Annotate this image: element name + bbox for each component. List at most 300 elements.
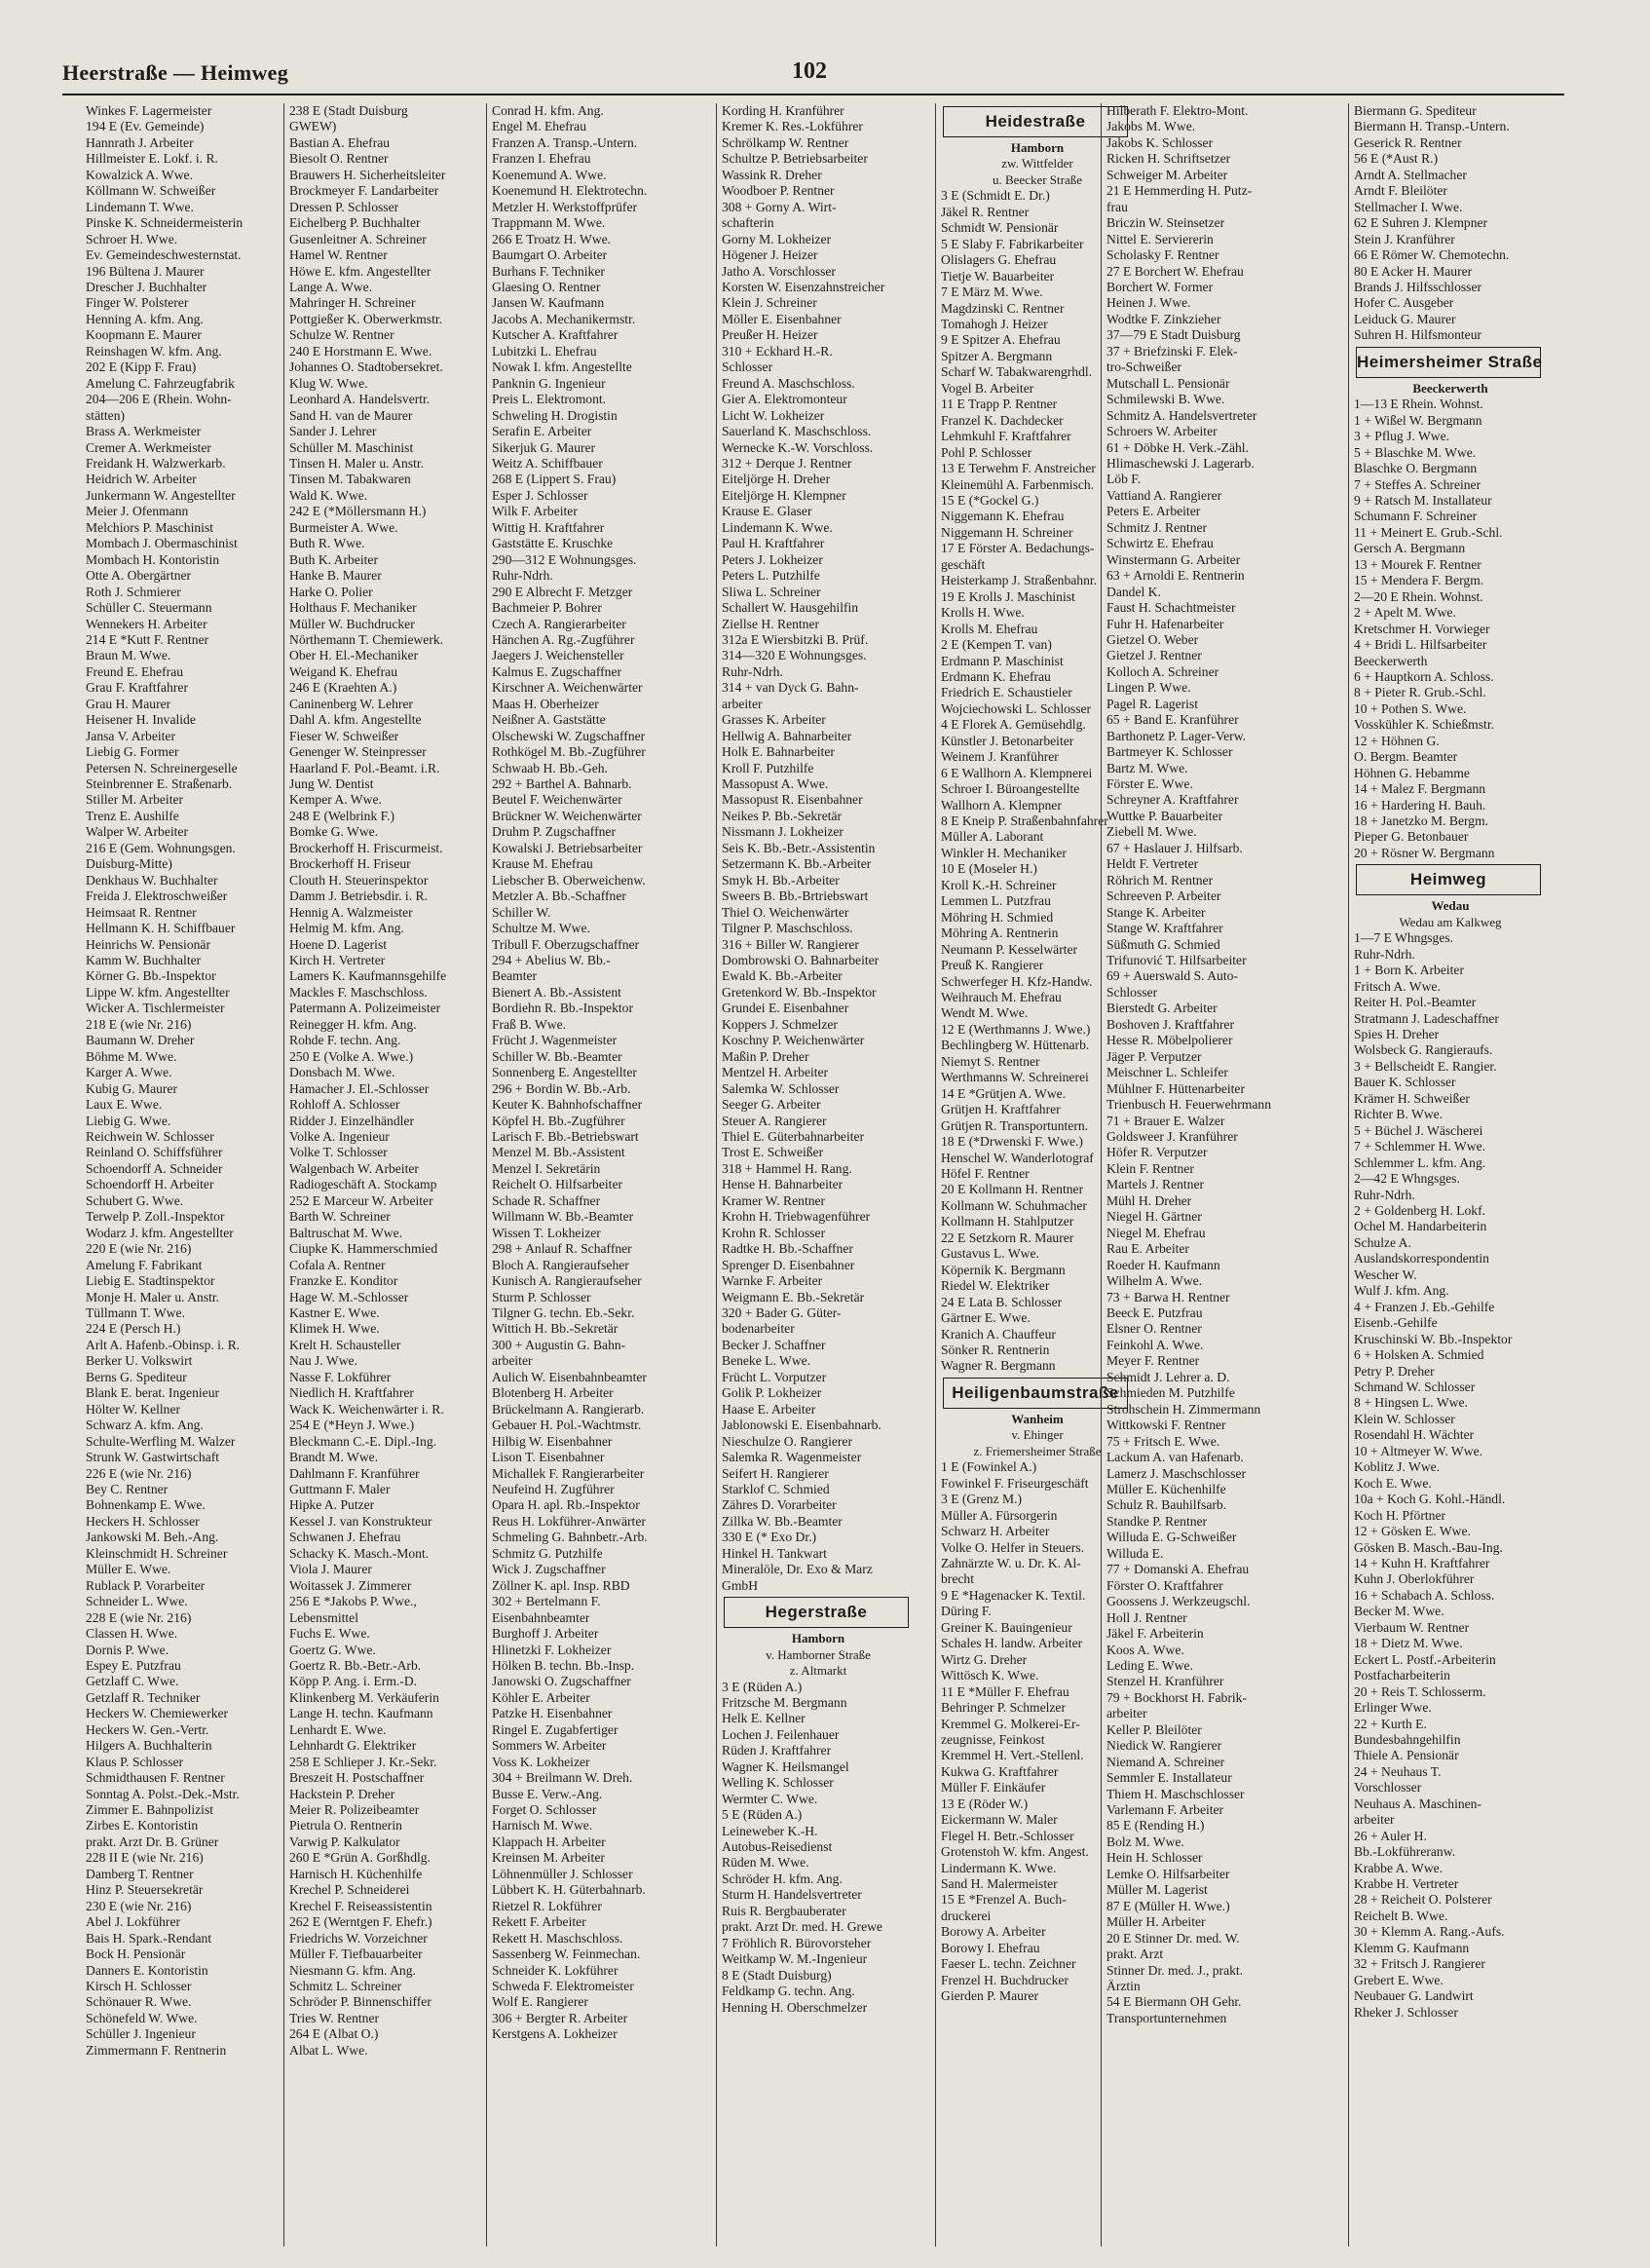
directory-entry: Mackles F. Maschschloss. (289, 984, 428, 1000)
directory-entry: Richter B. Wwe. (1354, 1107, 1444, 1122)
directory-entry: Schmilewski B. Wwe. (1106, 392, 1225, 407)
directory-entry: Hilgers A. Buchhalterin (86, 1738, 212, 1754)
directory-entry: Sturm P. Schlosser (492, 1289, 591, 1304)
directory-entry: Leonhard A. Handelsvertr. (289, 392, 431, 407)
directory-entry: Mineralöle, Dr. Exo & Marz (722, 1562, 873, 1577)
directory-entry: Varlemann F. Arbeiter (1106, 1802, 1224, 1818)
directory-entry: Wolf E. Rangierer (492, 1994, 588, 2010)
directory-entry: 230 E (wie Nr. 216) (86, 1898, 192, 1913)
directory-entry: Möhring H. Schmied (941, 909, 1054, 925)
directory-entry: 15 E (*Gockel G.) (941, 492, 1039, 508)
directory-entry: Transportunternehmen (1106, 2010, 1227, 2025)
directory-entry: Süßmuth G. Schmied (1106, 936, 1220, 952)
directory-entry: Schmitz A. Handelsvertreter (1106, 407, 1257, 423)
directory-entry: Liebig G. Wwe. (86, 1113, 171, 1128)
directory-entry: Schoendorff A. Schneider (86, 1160, 223, 1176)
directory-entry: Scholasky F. Rentner (1106, 247, 1219, 263)
directory-entry: Schmand W. Schlosser (1354, 1379, 1476, 1394)
directory-entry: Schröder P. Binnenschiffer (289, 1994, 431, 2010)
directory-entry: Biesolt O. Rentner (289, 151, 389, 167)
directory-entry: Neikes P. Bb.-Sekretär (722, 808, 843, 823)
directory-entry: Menzel M. Bb.-Assistent (492, 1145, 625, 1160)
directory-entry: Köpfel H. Bb.-Zugführer (492, 1113, 625, 1128)
directory-entry: Schüller M. Maschinist (289, 439, 414, 455)
directory-entry: Kerstgens A. Lokheizer (492, 2026, 618, 2042)
directory-entry: Ziellse H. Rentner (722, 616, 820, 631)
directory-entry: Lange A. Wwe. (289, 279, 373, 294)
directory-entry: Mühlner F. Hüttenarbeiter (1106, 1080, 1245, 1096)
directory-entry: 2—20 E Rhein. Wohnst. (1354, 588, 1483, 604)
directory-entry: 12 + Höhnen G. (1354, 733, 1440, 748)
directory-entry: Wittig H. Kraftfahrer (492, 519, 605, 535)
directory-entry: Krabbe A. Wwe. (1354, 1860, 1444, 1875)
directory-entry: Henschel W. Wanderlotograf (941, 1150, 1094, 1165)
directory-entry: 20 E Kollmann H. Rentner (941, 1182, 1084, 1197)
directory-entry: Schmitz G. Putzhilfe (492, 1545, 603, 1561)
directory-entry: Mombach H. Kontoristin (86, 551, 220, 567)
directory-entry: Grütjen H. Kraftfahrer (941, 1102, 1061, 1117)
directory-entry: 69 + Auerswald S. Auto- (1106, 968, 1238, 984)
directory-entry: Möller E. Eisenbahner (722, 311, 842, 326)
directory-entry: Druhm P. Zugschaffner (492, 824, 616, 840)
directory-entry: Preußer H. Heizer (722, 327, 818, 343)
directory-entry: 246 E (Kraehten A.) (289, 680, 397, 696)
directory-entry: Sprenger D. Eisenbahner (722, 1257, 855, 1272)
directory-entry: Lison T. Eisenbahner (492, 1450, 605, 1465)
directory-entry: Biermann H. Transp.-Untern. (1354, 119, 1510, 134)
directory-entry: Winstermann G. Arbeiter (1106, 551, 1241, 567)
directory-entry: Dandel K. (1106, 584, 1161, 599)
directory-entry: 202 E (Kipp F. Frau) (86, 359, 197, 375)
directory-entry: Licht W. Lokheizer (722, 407, 825, 423)
directory-entry: Niedlich H. Kraftfahrer (289, 1385, 414, 1401)
directory-entry: Geserick R. Rentner (1354, 134, 1462, 150)
directory-entry: 9 + Ratsch M. Installateur (1354, 492, 1492, 508)
directory-entry: Hellwig A. Bahnarbeiter (722, 728, 852, 743)
directory-entry: 9 E *Hagenacker K. Textil. (941, 1587, 1086, 1603)
directory-entry: Getzlaff R. Techniker (86, 1689, 201, 1705)
directory-entry: Müller F. Tiefbauarbeiter (289, 1947, 423, 1962)
directory-entry: Heinrichs W. Pensionär (86, 936, 210, 952)
directory-entry: Hannrath J. Arbeiter (86, 134, 194, 150)
directory-entry: Krohn H. Triebwagenführer (722, 1209, 871, 1225)
directory-entry: Schulz R. Bauhilfsarb. (1106, 1497, 1227, 1513)
directory-entry: 2 E (Kempen T. van) (941, 637, 1052, 653)
directory-entry: 8 + Pieter R. Grub.-Schl. (1354, 685, 1486, 700)
directory-entry: Hamacher J. El.-Schlosser (289, 1080, 430, 1096)
directory-entry: Bachmeier P. Bohrer (492, 600, 602, 616)
directory-entry: 256 E *Jakobs P. Wwe., (289, 1594, 417, 1609)
directory-entry: Heckers H. Schlosser (86, 1513, 200, 1529)
directory-entry: Schultze P. Betriebsarbeiter (722, 151, 868, 167)
street-range: v. Hamborner Straße (766, 1646, 871, 1662)
directory-entry: Reinland O. Schiffsführer (86, 1145, 223, 1160)
directory-entry: Finger W. Polsterer (86, 295, 189, 311)
directory-entry: Kretschmer H. Vorwieger (1354, 621, 1490, 636)
directory-entry: Kleinschmidt H. Schreiner (86, 1545, 228, 1561)
directory-entry: Welling K. Schlosser (722, 1775, 834, 1791)
directory-entry: Friedrich E. Schaustieler (941, 685, 1072, 700)
directory-entry: Getzlaff C. Wwe. (86, 1674, 179, 1689)
directory-entry: Sturm H. Handelsvertreter (722, 1887, 862, 1903)
directory-entry: Willmann W. Bb.-Beamter (492, 1209, 634, 1225)
directory-entry: Meier J. Ofenmann (86, 504, 189, 519)
directory-entry: Ciupke K. Hammerschmied (289, 1241, 438, 1257)
directory-entry: Serafin E. Arbeiter (492, 424, 592, 439)
directory-entry: Zöllner K. apl. Insp. RBD (492, 1577, 630, 1593)
directory-entry: Fraß B. Wwe. (492, 1016, 567, 1032)
directory-entry: Blotenberg H. Arbeiter (492, 1385, 614, 1401)
directory-entry: Spitzer A. Bergmann (941, 348, 1053, 363)
directory-entry: Jung W. Dentist (289, 776, 374, 792)
directory-entry: Mentzel H. Arbeiter (722, 1065, 829, 1080)
directory-entry: Patermann A. Polizeimeister (289, 1001, 441, 1016)
directory-entry: Lemmen L. Putzfrau (941, 893, 1051, 909)
directory-entry: 15 E *Frenzel A. Buch- (941, 1892, 1067, 1908)
directory-entry: Schneider K. Lokführer (492, 1962, 619, 1978)
directory-entry: Postfacharbeiterin (1354, 1668, 1450, 1683)
directory-entry: Barth W. Schreiner (289, 1209, 391, 1225)
directory-entry: 79 + Bockhorst H. Fabrik- (1106, 1689, 1247, 1705)
directory-entry: Ruhr-Ndrh. (1354, 946, 1415, 962)
directory-entry: Seeger G. Arbeiter (722, 1097, 821, 1113)
directory-entry: 2—42 E Whngsges. (1354, 1171, 1460, 1187)
directory-entry: Kleinemühl A. Farbenmisch. (941, 476, 1095, 492)
directory-entry: Caninenberg W. Lehrer (289, 696, 413, 711)
directory-entry: Wodarz J. kfm. Angestellter (86, 1225, 234, 1240)
directory-entry: Förster E. Wwe. (1106, 776, 1193, 792)
directory-entry: Otte A. Obergärtner (86, 568, 192, 584)
directory-entry: Sassenberg W. Feinmechan. (492, 1947, 641, 1962)
directory-entry: 21 E Hemmerding H. Putz- (1106, 183, 1253, 199)
directory-entry: schafterin (722, 215, 774, 231)
directory-entry: Bundesbahngehilfin (1354, 1731, 1461, 1747)
directory-entry: Wuttke P. Bauarbeiter (1106, 808, 1223, 823)
directory-entry: 308 + Gorny A. Wirt- (722, 199, 837, 214)
directory-entry: Brockerhoff H. Friscurmeist. (289, 840, 443, 855)
directory-entry: Gietzel O. Weber (1106, 631, 1199, 647)
directory-entry: 10 + Pothen S. Wwe. (1354, 700, 1467, 716)
directory-entry: Zahnärzte W. u. Dr. K. Al- (941, 1555, 1081, 1570)
directory-entry: Müller A. Fürsorgerin (941, 1507, 1058, 1523)
column-7 (1348, 103, 1547, 2247)
directory-entry: Eckert L. Postf.-Arbeiterin (1354, 1651, 1496, 1667)
directory-entry: Liebscher B. Oberweichenw. (492, 872, 646, 888)
directory-entry: Stiller M. Arbeiter (86, 792, 184, 808)
directory-entry: Hennig A. Walzmeister (289, 904, 413, 920)
directory-entry: 20 + Reis T. Schlosserm. (1354, 1683, 1486, 1699)
directory-entry: 304 + Breilmann W. Dreh. (492, 1770, 633, 1786)
directory-entry: Ev. Gemeindeschwesternstat. (86, 247, 242, 263)
directory-entry: Sand H. Malermeister (941, 1876, 1058, 1892)
directory-entry: Holk E. Bahnarbeiter (722, 744, 835, 760)
directory-entry: Dahlmann F. Kranführer (289, 1465, 420, 1481)
directory-entry: Friedrichs W. Vorzeichner (289, 1930, 428, 1946)
directory-entry: 71 + Brauer E. Walzer (1106, 1113, 1225, 1128)
directory-entry: 20 + Rösner W. Bergmann (1354, 845, 1495, 860)
directory-entry: Kruschinski W. Bb.-Inspektor (1354, 1331, 1513, 1346)
directory-entry: Koenemund A. Wwe. (492, 167, 607, 182)
directory-entry: Janowski O. Zugschaffner (492, 1674, 631, 1689)
directory-entry: Weigand K. Ehefrau (289, 663, 398, 679)
directory-entry: Lemke O. Hilfsarbeiter (1106, 1866, 1230, 1881)
directory-entry: Thiel O. Weichenwärter (722, 904, 849, 920)
directory-entry: Köpernik K. Bergmann (941, 1262, 1066, 1277)
directory-entry: prakt. Arzt Dr. B. Grüner (86, 1833, 219, 1849)
directory-entry: 228 II E (wie Nr. 216) (86, 1850, 204, 1866)
directory-entry: Brockerhoff H. Friseur (289, 856, 411, 872)
directory-entry: Krolls M. Ehefrau (941, 621, 1038, 636)
directory-entry: Lubitzki L. Ehefrau (492, 343, 597, 359)
directory-entry: Bey C. Rentner (86, 1481, 169, 1496)
directory-entry: Wissen T. Lokheizer (492, 1225, 601, 1240)
directory-entry: Kollmann W. Schuhmacher (941, 1197, 1087, 1213)
directory-entry: 65 + Band E. Kranführer (1106, 712, 1239, 728)
directory-entry: 77 + Domanski A. Ehefrau (1106, 1562, 1250, 1577)
directory-entry: Kirschner A. Weichenwärter (492, 680, 643, 696)
directory-entry: 5 E (Rüden A.) (722, 1807, 803, 1823)
directory-entry: Fuchs E. Wwe. (289, 1626, 370, 1642)
directory-entry: Wolsbeck G. Rangieraufs. (1354, 1042, 1493, 1058)
directory-entry: Klein F. Rentner (1106, 1160, 1194, 1176)
directory-entry: Trappmann M. Wwe. (492, 215, 606, 231)
directory-entry: 75 + Fritsch E. Wwe. (1106, 1433, 1220, 1449)
directory-entry: Cremer A. Werkmeister (86, 439, 211, 455)
directory-entry: 296 + Bordin W. Bb.-Arb. (492, 1080, 631, 1096)
directory-entry: 10a + Koch G. Kohl.-Händl. (1354, 1492, 1506, 1507)
directory-entry: Goertz G. Wwe. (289, 1642, 376, 1657)
directory-entry: Behringer P. Schmelzer (941, 1700, 1066, 1716)
directory-entry: Wernecke K.-W. Vorschloss. (722, 439, 874, 455)
directory-entry: 17 E Förster A. Bedachungs- (941, 541, 1095, 556)
directory-entry: Massopust R. Eisenbahner (722, 792, 863, 808)
directory-entry: Höwe E. kfm. Angestellter (289, 263, 431, 279)
directory-entry: Lingen P. Wwe. (1106, 680, 1191, 696)
directory-entry: Tinsen H. Maler u. Anstr. (289, 455, 425, 471)
directory-entry: Wick J. Zugschaffner (492, 1562, 606, 1577)
directory-entry: Semmler E. Installateur (1106, 1770, 1232, 1786)
directory-entry: Niegel H. Gärtner (1106, 1209, 1202, 1225)
directory-entry: Vierbaum W. Rentner (1354, 1619, 1470, 1635)
directory-entry: Leding E. Wwe. (1106, 1657, 1193, 1673)
directory-entry: Gösken B. Masch.-Bau-Ing. (1354, 1539, 1503, 1555)
directory-entry: arbeiter (1354, 1812, 1395, 1828)
district-label: Wedau (1431, 898, 1470, 914)
directory-entry: Lamers K. Kaufmannsgehilfe (289, 968, 447, 984)
directory-entry: Löhnenmüller J. Schlosser (492, 1866, 633, 1881)
directory-entry: Clouth H. Steuerinspektor (289, 872, 429, 888)
directory-entry: geschäft (941, 556, 986, 572)
directory-entry: Holthaus F. Mechaniker (289, 600, 417, 616)
directory-entry: Krohn R. Schlosser (722, 1225, 826, 1240)
directory-entry: Aulich W. Eisenbahnbeamter (492, 1369, 647, 1384)
directory-entry: Bastian A. Ehefrau (289, 134, 391, 150)
directory-entry: Vogel B. Arbeiter (941, 380, 1034, 396)
directory-entry: Briczin W. Steinsetzer (1106, 215, 1225, 231)
directory-entry: Schmitz J. Rentner (1106, 519, 1208, 535)
directory-entry: Hlinetzki F. Lokheizer (492, 1642, 612, 1657)
directory-entry: 2 + Goldenberg H. Lokf. (1354, 1203, 1486, 1218)
directory-entry: Brands J. Hilfsschlosser (1354, 279, 1482, 294)
directory-entry: 242 E (*Möllersmann H.) (289, 504, 427, 519)
directory-entry: Borchert W. Former (1106, 279, 1214, 294)
directory-entry: Weitz A. Schiffbauer (492, 455, 603, 471)
directory-entry: Koschny P. Weichenwärter (722, 1033, 865, 1048)
directory-entry: Schmitz L. Schreiner (289, 1979, 402, 1994)
directory-entry: Willuda E. G-Schweißer (1106, 1530, 1237, 1545)
directory-entry: Mombach J. Obermaschinist (86, 536, 238, 551)
directory-entry: Kukwa G. Kraftfahrer (941, 1763, 1059, 1779)
directory-entry: Trost E. Schweißer (722, 1145, 824, 1160)
directory-entry: 24 E Lata B. Schlosser (941, 1294, 1063, 1309)
directory-entry: Lindermann K. Wwe. (941, 1860, 1057, 1875)
directory-entry: Haase E. Arbeiter (722, 1401, 816, 1417)
directory-entry: 12 E (Werthmanns J. Wwe.) (941, 1021, 1091, 1037)
directory-entry: Jatho A. Vorschlosser (722, 263, 836, 279)
directory-entry: 204—206 E (Rhein. Wohn- (86, 392, 232, 407)
directory-entry: 3 + Pflug J. Wwe. (1354, 429, 1450, 444)
directory-entry: Ridder J. Einzelhändler (289, 1113, 414, 1128)
directory-entry: Frücht L. Vorputzer (722, 1369, 827, 1384)
directory-entry: 13 + Mourek F. Rentner (1354, 556, 1481, 572)
directory-entry: Erdmann K. Ehefrau (941, 668, 1051, 684)
directory-entry: 3 + Bellscheidt E. Rangier. (1354, 1058, 1497, 1074)
directory-entry: 14 E *Grütjen A. Wwe. (941, 1085, 1067, 1101)
directory-entry: Seifert H. Rangierer (722, 1465, 829, 1481)
directory-entry: Stange W. Kraftfahrer (1106, 921, 1223, 936)
directory-entry: Bais H. Spark.-Rendant (86, 1930, 212, 1946)
directory-entry: Nissmann J. Lokheizer (722, 824, 844, 840)
directory-entry: Köpp P. Ang. i. Erm.-D. (289, 1674, 418, 1689)
directory-entry: Beeckerwerth (1354, 653, 1428, 668)
directory-entry: Schulze W. Rentner (289, 327, 394, 343)
directory-entry: Jablonowski E. Eisenbahnarb. (722, 1418, 881, 1433)
directory-entry: Haarland F. Pol.-Beamt. i.R. (289, 760, 440, 775)
directory-entry: Damm J. Betriebsdir. i. R. (289, 888, 428, 904)
directory-entry: 7 Fröhlich R. Bürovorsteher (722, 1935, 872, 1950)
directory-entry: zeugnisse, Feinkost (941, 1731, 1045, 1747)
directory-entry: 290—312 E Wohnungsges. (492, 551, 637, 567)
directory-entry: Albat L. Wwe. (289, 2042, 368, 2058)
column-4 (716, 103, 915, 2247)
directory-entry: Schröder H. kfm. Ang. (722, 1871, 843, 1886)
directory-entry: Kremer K. Res.-Lokführer (722, 119, 863, 134)
directory-entry: Volke A. Ingenieur (289, 1129, 390, 1144)
directory-entry: Melchiors P. Maschinist (86, 519, 214, 535)
directory-entry: Espey E. Putzfrau (86, 1657, 181, 1673)
directory-entry: Glaesing O. Rentner (492, 279, 601, 294)
directory-entry: Guttmann F. Maler (289, 1481, 391, 1496)
directory-entry: Woodboer P. Rentner (722, 183, 835, 199)
directory-entry: Lamerz J. Maschschlosser (1106, 1465, 1247, 1481)
directory-entry: Jansa V. Arbeiter (86, 728, 175, 743)
directory-entry: Engel M. Ehefrau (492, 119, 587, 134)
directory-entry: Gebauer H. Pol.-Wachtmstr. (492, 1418, 642, 1433)
directory-entry: Voss K. Lokheizer (492, 1754, 590, 1769)
directory-entry: Jankowski M. Beh.-Ang. (86, 1530, 219, 1545)
directory-entry: 6 E Wallhorn A. Klempnerei (941, 765, 1093, 780)
directory-entry: 28 + Reicheit O. Polsterer (1354, 1892, 1492, 1908)
directory-entry: Reus H. Lokführer-Anwärter (492, 1513, 646, 1529)
directory-entry: 1 E (Fowinkel A.) (941, 1459, 1037, 1475)
directory-entry: 330 E (* Exo Dr.) (722, 1530, 817, 1545)
directory-entry: Krause E. Glaser (722, 504, 812, 519)
directory-entry: 1—13 E Rhein. Wohnst. (1354, 397, 1483, 412)
directory-entry: Kording H. Kranführer (722, 103, 844, 118)
directory-entry: 2 + Apelt M. Wwe. (1354, 605, 1456, 621)
directory-entry: 218 E (wie Nr. 216) (86, 1016, 192, 1032)
directory-entry: Neißner A. Gaststätte (492, 712, 606, 728)
directory-entry: Wicker A. Tischlermeister (86, 1001, 225, 1016)
directory-entry: Panknin G. Ingenieur (492, 375, 606, 391)
directory-entry: 294 + Abelius W. Bb.- (492, 953, 611, 968)
directory-entry: Bohnenkamp E. Wwe. (86, 1497, 206, 1513)
district-label: Wanheim (1011, 1411, 1064, 1426)
directory-entry: Heinen J. Wwe. (1106, 295, 1191, 311)
directory-entry: Grotenstoh W. kfm. Angest. (941, 1844, 1089, 1860)
directory-entry: 264 E (Albat O.) (289, 2026, 379, 2042)
directory-entry: Ringel E. Zugabfertiger (492, 1721, 619, 1737)
directory-entry: Gustavus L. Wwe. (941, 1246, 1039, 1262)
directory-entry: Weihrauch M. Ehefrau (941, 990, 1062, 1005)
directory-entry: Kroll F. Putzhilfe (722, 760, 814, 775)
directory-entry: Mühl H. Dreher (1106, 1192, 1192, 1208)
directory-entry: 54 E Biermann OH Gehr. (1106, 1994, 1242, 2010)
directory-entry: Esper J. Schlosser (492, 487, 588, 503)
directory-entry: Nittel E. Serviererin (1106, 231, 1214, 246)
directory-entry: 300 + Augustin G. Bahn- (492, 1337, 626, 1352)
directory-entry: 10 + Altmeyer W. Wwe. (1354, 1443, 1483, 1458)
directory-entry: Walper W. Arbeiter (86, 824, 188, 840)
directory-entry: Wittkowski F. Rentner (1106, 1418, 1226, 1433)
directory-entry: Schultze M. Wwe. (492, 921, 590, 936)
directory-entry: Keuter K. Bahnhofschaffner (492, 1097, 643, 1113)
directory-entry: 12 + Gösken E. Wwe. (1354, 1524, 1471, 1539)
directory-entry: Vattiand A. Rangierer (1106, 487, 1222, 503)
directory-entry: Rüden M. Wwe. (722, 1855, 809, 1871)
directory-entry: 220 E (wie Nr. 216) (86, 1241, 192, 1257)
directory-entry: Roth J. Schmierer (86, 584, 181, 599)
directory-entry: 37—79 E Stadt Duisburg (1106, 327, 1241, 343)
directory-entry: 1 + Born K. Arbeiter (1354, 963, 1464, 978)
directory-entry: 5 + Blaschke M. Wwe. (1354, 444, 1477, 460)
directory-entry: Jäkel F. Arbeiterin (1106, 1626, 1204, 1642)
directory-entry: Rothkögel M. Bb.-Zugführer (492, 744, 646, 760)
directory-entry: Volke T. Schlosser (289, 1145, 388, 1160)
directory-entry: Löb F. (1106, 472, 1142, 487)
directory-entry: Gusenleitner A. Schreiner (289, 231, 427, 246)
directory-entry: Autobus-Reisedienst (722, 1839, 833, 1855)
directory-entry: Hipke A. Putzer (289, 1497, 375, 1513)
directory-entry: Volke O. Helfer in Steuers. (941, 1539, 1084, 1555)
directory-entry: Ärztin (1106, 1979, 1141, 1994)
directory-entry: Henning A. kfm. Ang. (86, 311, 204, 326)
directory-entry: Flegel H. Betr.-Schlosser (941, 1828, 1074, 1843)
directory-entry: Neufeind H. Zugführer (492, 1481, 615, 1496)
directory-entry: Hense H. Bahnarbeiter (722, 1177, 844, 1192)
directory-entry: Stange K. Arbeiter (1106, 904, 1206, 920)
directory-entry: Bierstedt G. Arbeiter (1106, 1001, 1218, 1016)
directory-entry: Frenzel H. Buchdrucker (941, 1972, 1069, 1987)
directory-entry: 27 E Borchert W. Ehefrau (1106, 263, 1244, 279)
directory-entry: 240 E Horstmann E. Wwe. (289, 343, 432, 359)
directory-entry: Becker M. Wwe. (1354, 1604, 1444, 1619)
directory-entry: Niedick W. Rangierer (1106, 1738, 1222, 1754)
directory-entry: Lübbert K. H. Güterbahnarb. (492, 1882, 646, 1898)
directory-entry: Buth R. Wwe. (289, 536, 365, 551)
directory-entry: Müller W. Buchdrucker (289, 616, 415, 631)
directory-entry: Niesmann G. kfm. Ang. (289, 1962, 416, 1978)
